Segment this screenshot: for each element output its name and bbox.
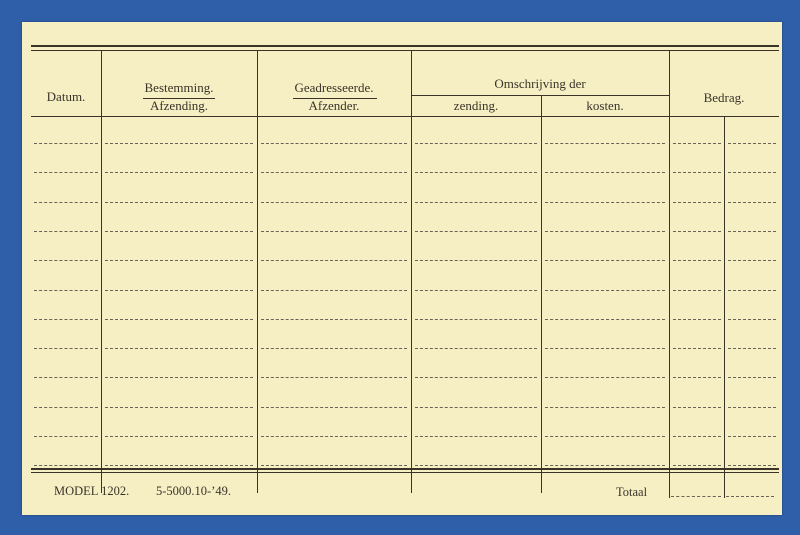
entry-line[interactable] <box>728 231 776 232</box>
entry-line[interactable] <box>728 436 776 437</box>
entry-line[interactable] <box>34 407 98 408</box>
entry-line[interactable] <box>34 143 98 144</box>
form-card <box>22 22 782 515</box>
entry-line[interactable] <box>728 465 776 466</box>
entry-line[interactable] <box>105 436 253 437</box>
header-afzending: Afzending. <box>149 98 209 113</box>
entry-line[interactable] <box>105 202 253 203</box>
entry-line[interactable] <box>34 377 98 378</box>
entry-line[interactable] <box>261 436 407 437</box>
col-sep-1 <box>101 50 102 493</box>
entry-line[interactable] <box>728 377 776 378</box>
entry-line[interactable] <box>545 436 665 437</box>
entry-line[interactable] <box>545 348 665 349</box>
entry-line[interactable] <box>34 231 98 232</box>
entry-line[interactable] <box>673 436 721 437</box>
entry-line[interactable] <box>261 290 407 291</box>
print-code: 5-5000.10-’49. <box>156 484 231 498</box>
entry-line[interactable] <box>728 290 776 291</box>
entry-line[interactable] <box>673 143 721 144</box>
footer-rule-top <box>31 468 779 470</box>
totaal-field-guilders[interactable] <box>671 496 721 497</box>
totaal-label: Totaal <box>616 485 648 499</box>
footer-rule-second <box>31 472 779 473</box>
entry-line[interactable] <box>545 407 665 408</box>
entry-line[interactable] <box>673 260 721 261</box>
entry-line[interactable] <box>673 407 721 408</box>
ledger-table <box>31 45 779 475</box>
header-omschrijving-rule <box>411 95 669 96</box>
header-bedrag: Bedrag. <box>703 90 745 105</box>
entry-line[interactable] <box>415 319 537 320</box>
entry-line[interactable] <box>261 202 407 203</box>
entry-line[interactable] <box>728 202 776 203</box>
entry-line[interactable] <box>34 436 98 437</box>
entry-line[interactable] <box>261 319 407 320</box>
entry-line[interactable] <box>728 348 776 349</box>
entry-line[interactable] <box>34 319 98 320</box>
entry-line[interactable] <box>261 407 407 408</box>
entry-line[interactable] <box>673 202 721 203</box>
col-sep-5 <box>669 50 670 493</box>
totaal-sep-2 <box>724 474 725 498</box>
entry-line[interactable] <box>105 465 253 466</box>
entry-line[interactable] <box>261 377 407 378</box>
entry-line[interactable] <box>105 260 253 261</box>
entry-line[interactable] <box>261 465 407 466</box>
entry-line[interactable] <box>545 465 665 466</box>
header-bottom-rule <box>31 116 779 117</box>
header-double-rule <box>31 50 779 51</box>
entry-line[interactable] <box>728 172 776 173</box>
col-sep-6 <box>724 116 725 493</box>
entry-line[interactable] <box>34 290 98 291</box>
entry-line[interactable] <box>728 260 776 261</box>
entry-line[interactable] <box>728 407 776 408</box>
entry-line[interactable] <box>415 465 537 466</box>
header-afzender: Afzender. <box>308 98 360 113</box>
col-sep-4 <box>541 95 542 493</box>
entry-line[interactable] <box>105 231 253 232</box>
entry-line[interactable] <box>545 260 665 261</box>
header-geadresseerde: Geadresseerde. <box>294 80 374 95</box>
entry-line[interactable] <box>545 172 665 173</box>
entry-line[interactable] <box>34 465 98 466</box>
entry-line[interactable] <box>415 202 537 203</box>
entry-line[interactable] <box>415 407 537 408</box>
entry-line[interactable] <box>673 231 721 232</box>
entry-line[interactable] <box>673 172 721 173</box>
entry-line[interactable] <box>415 377 537 378</box>
entry-line[interactable] <box>415 290 537 291</box>
entry-line[interactable] <box>105 172 253 173</box>
totaal-sep-1 <box>669 474 670 498</box>
entry-line[interactable] <box>34 260 98 261</box>
model-number: MODEL 1202. <box>54 484 130 498</box>
header-zending: zending. <box>453 98 499 113</box>
header-bestemming: Bestemming. <box>144 80 214 95</box>
totaal-field-cents[interactable] <box>726 496 774 497</box>
entry-line[interactable] <box>261 231 407 232</box>
entry-line[interactable] <box>415 143 537 144</box>
col-sep-2 <box>257 50 258 493</box>
entry-line[interactable] <box>545 202 665 203</box>
entry-line[interactable] <box>673 465 721 466</box>
entry-line[interactable] <box>415 260 537 261</box>
entry-line[interactable] <box>545 143 665 144</box>
entry-line[interactable] <box>415 436 537 437</box>
entry-line[interactable] <box>105 290 253 291</box>
entry-line[interactable] <box>415 172 537 173</box>
entry-line[interactable] <box>728 143 776 144</box>
entry-line[interactable] <box>673 319 721 320</box>
header-omschrijving: Omschrijving der <box>494 76 586 91</box>
entry-line[interactable] <box>545 319 665 320</box>
entry-line[interactable] <box>261 260 407 261</box>
entry-line[interactable] <box>545 231 665 232</box>
entry-line[interactable] <box>673 290 721 291</box>
entry-line[interactable] <box>728 319 776 320</box>
entry-line[interactable] <box>261 143 407 144</box>
entry-line[interactable] <box>415 348 537 349</box>
entry-line[interactable] <box>673 348 721 349</box>
entry-line[interactable] <box>105 377 253 378</box>
entry-line[interactable] <box>34 202 98 203</box>
entry-line[interactable] <box>105 319 253 320</box>
entry-line[interactable] <box>105 348 253 349</box>
entry-line[interactable] <box>545 377 665 378</box>
entry-line[interactable] <box>415 231 537 232</box>
entry-line[interactable] <box>261 172 407 173</box>
entry-line[interactable] <box>673 377 721 378</box>
col-sep-3 <box>411 50 412 493</box>
entry-line[interactable] <box>105 143 253 144</box>
header-kosten: kosten. <box>586 98 624 113</box>
header-datum: Datum. <box>46 89 86 104</box>
entry-line[interactable] <box>34 172 98 173</box>
entry-line[interactable] <box>105 407 253 408</box>
entry-line[interactable] <box>34 348 98 349</box>
entry-line[interactable] <box>545 290 665 291</box>
entry-line[interactable] <box>261 348 407 349</box>
